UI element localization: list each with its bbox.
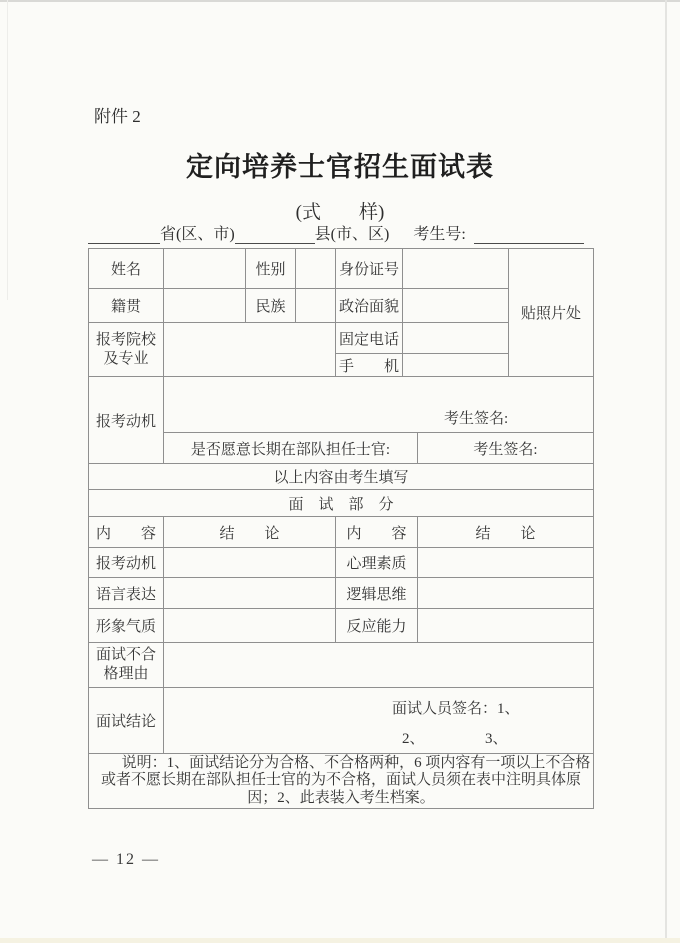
- content-col-header-right: 内 容: [336, 517, 418, 548]
- candidate-no-label: 考生号:: [413, 226, 466, 243]
- table-row: [89, 578, 594, 609]
- motivation-label: 报考动机: [89, 377, 164, 464]
- table-row: [89, 688, 594, 754]
- id-number-value-cell: [403, 249, 509, 289]
- province-blank-line: [88, 224, 160, 244]
- fail-reason-label-line2: 格理由: [103, 666, 149, 682]
- province-label: 省(区、市): [160, 226, 235, 243]
- county-label: 县(市、区): [314, 226, 390, 243]
- item-psychology-label: 心理素质: [336, 548, 418, 578]
- id-number-label: 身份证号: [336, 249, 403, 289]
- candidate-signature-label-2: 考生签名:: [418, 433, 594, 464]
- native-place-value-cell: [164, 289, 246, 323]
- table-row: [89, 377, 594, 433]
- willing-label: 是否愿意长期在部队担任士官:: [164, 433, 418, 464]
- native-place-label: 籍贯: [89, 289, 164, 323]
- instructions-note: 说明：1、面试结论分为合格、不合格两种，6 项内容有一项以上不合格或者不愿长期在部队担任士官的为不合格，面试人员须在表中注明具体原因；2、此表装入考生档案。: [89, 754, 594, 809]
- conclusion-value-cell: [164, 688, 594, 754]
- gender-value-cell: [296, 249, 336, 289]
- ethnicity-value-cell: [296, 289, 336, 323]
- page-title: 定向培养士官招生面试表: [186, 152, 494, 182]
- school-major-label: [89, 323, 164, 377]
- interviewer-signature-label: 面试人员签名：1、: [392, 701, 520, 717]
- landline-label: 固定电话: [336, 323, 403, 354]
- table-row: [89, 643, 594, 688]
- table-row: [89, 464, 594, 490]
- conclusion-label: 面试结论: [89, 688, 164, 754]
- photo-area: 贴照片处: [509, 249, 594, 377]
- interviewer-signature-2: 2、: [402, 731, 425, 747]
- item-reaction-result-cell: [418, 609, 594, 643]
- school-major-label-line1: 报考院校: [95, 331, 156, 348]
- item-language-result-cell: [164, 578, 336, 609]
- item-appearance-label: 形象气质: [89, 609, 164, 643]
- table-row: [89, 249, 594, 289]
- item-language-label: 语言表达: [89, 578, 164, 609]
- name-value-cell: [164, 249, 246, 289]
- political-status-label: 政治面貌: [336, 289, 403, 323]
- interview-form-table: [88, 248, 594, 809]
- item-logic-label: 逻辑思维: [336, 578, 418, 609]
- candidate-signature-label-1: 考生签名:: [444, 411, 509, 427]
- motivation-value-cell: [164, 377, 594, 433]
- scan-edge-top: [0, 0, 680, 2]
- attachment-label: 附件 2: [94, 107, 141, 126]
- scan-edge-bottom: [0, 938, 680, 943]
- item-motivation-label: 报考动机: [89, 548, 164, 578]
- table-row: [89, 754, 594, 809]
- school-major-value-cell: [164, 323, 336, 377]
- school-major-label-line2: 及专业: [103, 350, 149, 367]
- table-row: [89, 490, 594, 517]
- page-subtitle: (式 样): [295, 202, 385, 223]
- candidate-fill-note: 以上内容由考生填写: [89, 464, 594, 490]
- table-row: [89, 609, 594, 643]
- interview-section-title: 面 试 部 分: [89, 490, 594, 517]
- candidate-no-blank-line: [474, 224, 584, 244]
- result-col-header-left: 结 论: [164, 517, 336, 548]
- landline-value-cell: [403, 323, 509, 354]
- name-label: 姓名: [89, 249, 164, 289]
- county-blank-line: [235, 224, 315, 244]
- table-row: [89, 433, 594, 464]
- item-psychology-result-cell: [418, 548, 594, 578]
- item-motivation-result-cell: [164, 548, 336, 578]
- mobile-value-cell: [403, 354, 509, 377]
- mobile-label: 手 机: [336, 354, 403, 377]
- fail-reason-label: [89, 643, 164, 688]
- location-header-line: [88, 224, 594, 244]
- ethnicity-label: 民族: [246, 289, 296, 323]
- scan-edge-right: [665, 0, 667, 943]
- item-reaction-label: 反应能力: [336, 609, 418, 643]
- table-row: [89, 548, 594, 578]
- interviewer-signature-3: 3、: [485, 731, 508, 747]
- table-row: [89, 517, 594, 548]
- gender-label: 性别: [246, 249, 296, 289]
- political-status-value-cell: [403, 289, 509, 323]
- item-logic-result-cell: [418, 578, 594, 609]
- item-appearance-result-cell: [164, 609, 336, 643]
- fail-reason-label-line1: 面试不合: [95, 647, 156, 663]
- content-col-header-left: 内 容: [89, 517, 164, 548]
- page-number: — 12 —: [92, 851, 160, 868]
- fail-reason-value-cell: [164, 643, 594, 688]
- result-col-header-right: 结 论: [418, 517, 594, 548]
